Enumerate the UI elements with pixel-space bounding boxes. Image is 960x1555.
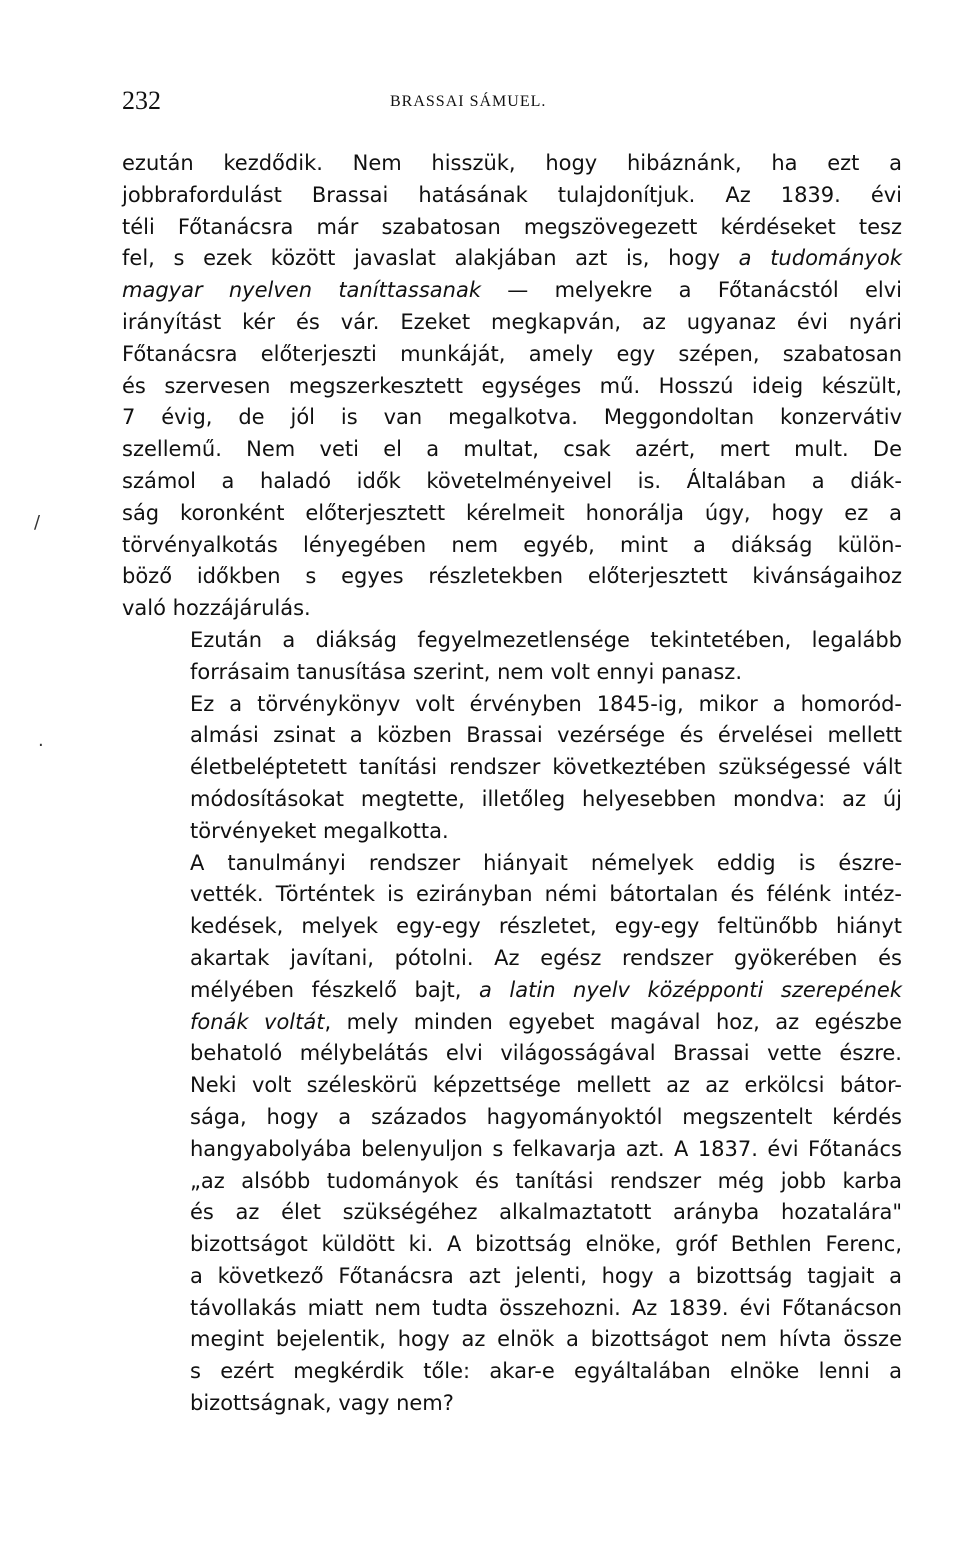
text-line: vették. Történtek is ezirányban némi bátortalan és félénk intéz- [190, 882, 902, 907]
text-line: Neki volt széleskörü képzettsége mellett az az erkölcsi bátor- [190, 1073, 902, 1098]
text-line: Főtanácsra előterjeszti munkáját, amely egy szépen, szabatosan [122, 341, 902, 366]
text-line: törvényeket megalkotta. [190, 818, 449, 843]
text-line: forrásaim tanusítása szerint, nem volt ennyi panasz. [190, 659, 742, 684]
margin-mark-slash: / [34, 512, 41, 533]
text-line: szellemű. Nem veti el a multat, csak azért, mert mult. De [122, 437, 902, 462]
text-line: kedések, melyek egy-egy részletet, egy-egy feltünőbb hiányt [190, 914, 902, 939]
paragraph [122, 148, 902, 625]
text-line: hangyabolyába belenyuljon s felkavarja azt. A 1837. évi Főtanács [190, 1136, 902, 1161]
text-line: és az élet szükségéhez alkalmaztatott arányba hozatalára" [190, 1200, 902, 1225]
text-line: távollakás miatt nem tudta összehozni. Az 1839. évi Főtanácson [190, 1295, 902, 1320]
text-line: Ezután a diákság fegyelmezetlensége tekintetében, legalább [190, 627, 902, 652]
page-number: 232 [122, 86, 161, 115]
paragraph [122, 848, 902, 1420]
page-header [122, 84, 902, 124]
text-line: törvényalkotás lényegében nem egyéb, mint a diákság külön- [122, 532, 902, 557]
paragraph [122, 625, 902, 689]
text-line: téli Főtanácsra már szabatosan megszövegezett kérdéseket tesz [122, 214, 902, 239]
text-line: fel, s ezek között javaslat alakjában azt is, hogy a tudományok [122, 246, 902, 271]
text-line: Ez a törvénykönyv volt érvényben 1845-ig, mikor a homoród- [190, 691, 902, 716]
text-line: módosításokat megtette, illetőleg helyesebben mondva: az új [190, 786, 902, 811]
text-line: való hozzájárulás. [122, 596, 311, 621]
body-text [122, 148, 902, 1420]
text-line: és szervesen megszerkesztett egységes mű. Hosszú ideig készült, [122, 373, 902, 398]
running-head: BRASSAI SÁMUEL. [390, 93, 547, 110]
text-line: életbeléptetett tanítási rendszer következtében szükségessé vált [190, 755, 902, 780]
text-line: a következő Főtanácsra azt jelenti, hogy a bizottság tagjait a [190, 1263, 902, 1288]
text-line: számol a haladó idők követelményeivel is. Általában a diák- [122, 468, 902, 493]
text-line: s ezért megkérdik tőle: akar-e egyáltalában elnöke lenni a [190, 1359, 902, 1384]
text-line: almási zsinat a közben Brassai vezérsége és érvelései mellett [190, 723, 902, 748]
text-line: bizottságot küldött ki. A bizottság elnöke, gróf Bethlen Ferenc, [190, 1232, 902, 1257]
text-line: A tanulmányi rendszer hiányait némelyek eddig is észre- [190, 850, 902, 875]
text-line: ezután kezdődik. Nem hisszük, hogy hibáznánk, ha ezt a [122, 151, 902, 175]
text-line: mélyében fészkelő bajt, a latin nyelv középponti szerepének [190, 977, 902, 1002]
margin-mark-dot: . [38, 730, 44, 751]
text-line: jobbrafordulást Brassai hatásának tulajdonítjuk. Az 1839. évi [122, 182, 902, 207]
text-line: 7 évig, de jól is van megalkotva. Meggondoltan konzervátiv [122, 405, 902, 430]
text-line: fonák voltát, mely minden egyebet magával hoz, az egészbe [190, 1009, 902, 1034]
text-line: irányítást kér és vár. Ezeket megkapván, az ugyanaz évi nyári [122, 309, 902, 334]
text-line: bizottságnak, vagy nem? [190, 1391, 454, 1416]
paragraph [122, 689, 902, 848]
text-line: „az alsóbb tudományok és tanítási rendszer még jobb karba [190, 1168, 902, 1193]
text-line: magyar nyelven taníttassanak — melyekre a Főtanácstól elvi [122, 278, 903, 303]
text-line: böző időkben s egyes részletekben előterjesztett kivánságaihoz [122, 564, 902, 589]
text-line: megint bejelentik, hogy az elnök a bizottságot nem hívta össze [190, 1327, 902, 1352]
text-line: sága, hogy a százados hagyományoktól megszentelt kérdés [190, 1104, 902, 1129]
text-line: ság koronként előterjesztett kérelmeit honorálja úgy, hogy ez a [122, 500, 902, 525]
text-line: behatoló mélybelátás elvi világosságával Brassai vette észre. [190, 1041, 902, 1066]
text-line: akartak javítani, pótolni. Az egész rendszer gyökerében és [190, 945, 902, 970]
